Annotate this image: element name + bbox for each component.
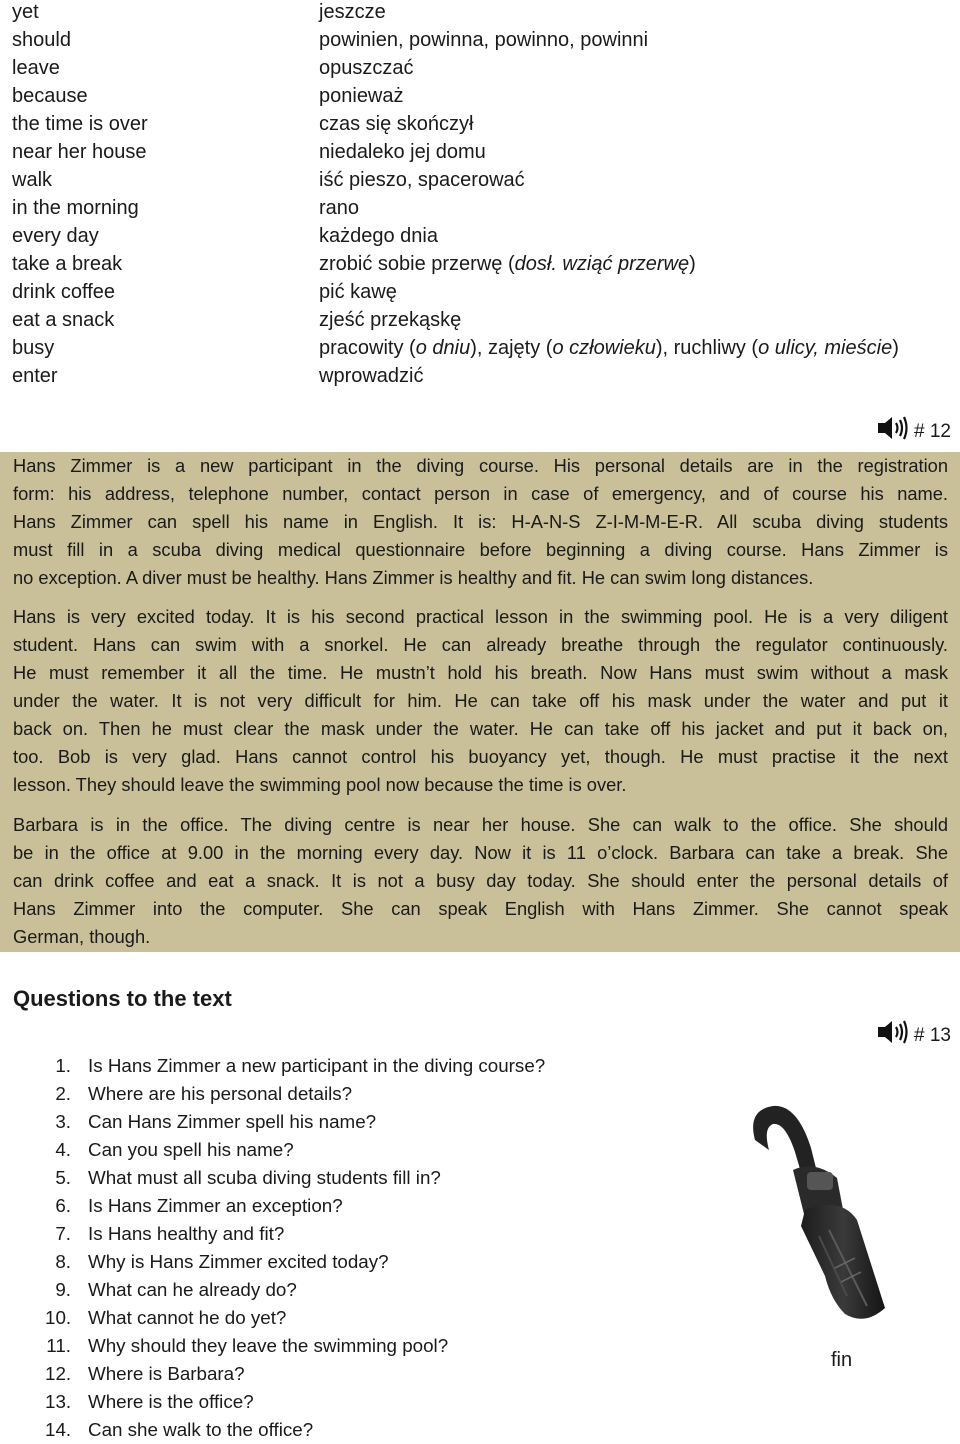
vocabulary-row bbox=[0, 364, 960, 392]
question-item bbox=[0, 1136, 700, 1164]
vocabulary-english: drink coffee bbox=[12, 281, 116, 303]
question-text: What must all scuba diving students fill in? bbox=[88, 1167, 441, 1188]
question-item bbox=[0, 1332, 700, 1360]
reading-line: Hans is very excited today. It is his second practical lesson in the swimming pool. He is a very diligent bbox=[13, 606, 948, 627]
vocabulary-polish: ponieważ bbox=[319, 85, 404, 107]
vocabulary-polish: rano bbox=[319, 197, 360, 219]
vocabulary-row bbox=[0, 112, 960, 140]
question-text: Can Hans Zimmer spell his name? bbox=[88, 1111, 377, 1132]
question-number: 6. bbox=[55, 1195, 71, 1216]
question-number: 13. bbox=[45, 1391, 72, 1412]
question-number: 7. bbox=[55, 1223, 71, 1244]
question-number: 14. bbox=[45, 1419, 72, 1440]
question-number: 1. bbox=[55, 1055, 71, 1076]
question-text: Can you spell his name? bbox=[88, 1139, 294, 1160]
vocabulary-polish: jeszcze bbox=[319, 1, 386, 23]
question-item bbox=[0, 1388, 700, 1416]
reading-line: Hans Zimmer into the computer. She can speak English with Hans Zimmer. She cannot speak bbox=[13, 898, 948, 919]
question-number: 5. bbox=[55, 1167, 71, 1188]
question-item bbox=[0, 1220, 700, 1248]
vocabulary-polish: każdego dnia bbox=[319, 225, 438, 247]
vocabulary-polish: zrobić sobie przerwę (dosł. wziąć przerwę) bbox=[319, 253, 696, 275]
vocabulary-english: busy bbox=[12, 337, 55, 359]
vocabulary-polish: powinien, powinna, powinno, powinni bbox=[319, 29, 649, 51]
question-item bbox=[0, 1192, 700, 1220]
question-item bbox=[0, 1108, 700, 1136]
reading-text bbox=[0, 452, 960, 952]
reading-line: German, though. bbox=[13, 926, 151, 947]
reading-line: under the water. It is not very difficult for him. He can take off his mask under the water and put it bbox=[13, 690, 948, 711]
audio-track-12[interactable] bbox=[876, 414, 951, 442]
reading-line: Hans Zimmer is a new participant in the diving course. His personal details are in the registration bbox=[13, 455, 948, 476]
reading-paragraph bbox=[13, 811, 948, 951]
reading-line: no exception. A diver must be healthy. Hans Zimmer is healthy and fit. He can swim long distances. bbox=[13, 567, 814, 588]
vocabulary-polish: czas się skończył bbox=[319, 113, 474, 135]
question-item bbox=[0, 1360, 700, 1388]
question-text: Is Hans Zimmer an exception? bbox=[88, 1195, 343, 1216]
vocabulary-english: because bbox=[12, 85, 88, 107]
reading-paragraph bbox=[13, 452, 948, 592]
question-text: What cannot he do yet? bbox=[88, 1307, 287, 1328]
vocabulary-english: every day bbox=[12, 225, 99, 247]
question-item bbox=[0, 1304, 700, 1332]
vocabulary-row bbox=[0, 280, 960, 308]
vocabulary-english: should bbox=[12, 29, 71, 51]
question-text: Is Hans Zimmer a new participant in the diving course? bbox=[88, 1055, 546, 1076]
vocabulary-row bbox=[0, 0, 960, 28]
vocabulary-polish: niedaleko jej domu bbox=[319, 141, 486, 163]
vocabulary-row bbox=[0, 56, 960, 84]
reading-line: form: his address, telephone number, contact person in case of emergency, and of course his name. bbox=[13, 483, 948, 504]
question-text: Why should they leave the swimming pool? bbox=[88, 1335, 449, 1356]
vocabulary-english: in the morning bbox=[12, 197, 139, 219]
vocabulary-english: leave bbox=[12, 57, 60, 79]
question-number: 9. bbox=[55, 1279, 71, 1300]
vocabulary-polish: iść pieszo, spacerować bbox=[319, 169, 525, 191]
question-text: Where are his personal details? bbox=[88, 1083, 353, 1104]
question-text: Is Hans healthy and fit? bbox=[88, 1223, 285, 1244]
vocabulary-english: yet bbox=[12, 1, 39, 23]
reading-line: student. Hans can swim with a snorkel. He can already breathe through the regulator continuously. bbox=[13, 634, 948, 655]
reading-line: can drink coffee and eat a snack. It is not a busy day today. She should enter the personal details of bbox=[13, 870, 948, 891]
vocabulary-english: eat a snack bbox=[12, 309, 115, 331]
question-text: Can she walk to the office? bbox=[88, 1419, 314, 1440]
vocabulary-row bbox=[0, 140, 960, 168]
vocabulary-english: the time is over bbox=[12, 113, 148, 135]
reading-line: too. Bob is very glad. Hans cannot control his buoyancy yet, though. He must practise it the next bbox=[13, 746, 948, 767]
vocabulary-row bbox=[0, 336, 960, 364]
vocabulary-row bbox=[0, 196, 960, 224]
question-item bbox=[0, 1080, 700, 1108]
audio-track-13[interactable] bbox=[876, 1018, 951, 1046]
question-item bbox=[0, 1276, 700, 1304]
question-item bbox=[0, 1052, 700, 1080]
reading-line: He must remember it all the time. He mustn’t hold his breath. Now Hans must swim without a mask bbox=[13, 662, 948, 683]
reading-line: lesson. They should leave the swimming pool now because the time is over. bbox=[13, 774, 627, 795]
vocabulary-english: take a break bbox=[12, 253, 123, 275]
question-text: Where is the office? bbox=[88, 1391, 254, 1412]
reading-line: Barbara is in the office. The diving centre is near her house. She can walk to the office. She should bbox=[13, 814, 948, 835]
speaker-icon bbox=[876, 1018, 910, 1046]
question-item bbox=[0, 1164, 700, 1192]
question-number: 11. bbox=[46, 1335, 71, 1356]
vocabulary-row bbox=[0, 252, 960, 280]
audio-track-number: # 13 bbox=[914, 1025, 951, 1046]
question-text: Why is Hans Zimmer excited today? bbox=[88, 1251, 389, 1272]
speaker-icon bbox=[876, 414, 910, 442]
reading-line: be in the office at 9.00 in the morning every day. Now it is 11 o’clock. Barbara can take a break. She bbox=[13, 842, 948, 863]
audio-track-number: # 12 bbox=[914, 421, 951, 442]
question-number: 4. bbox=[55, 1139, 71, 1160]
diving-fin-icon bbox=[745, 1100, 890, 1335]
vocabulary-polish: opuszczać bbox=[319, 57, 414, 79]
reading-paragraph bbox=[13, 603, 948, 799]
vocabulary-row bbox=[0, 224, 960, 252]
fin-label: fin bbox=[831, 1349, 853, 1371]
question-item bbox=[0, 1416, 700, 1444]
vocabulary-polish: pracowity (o dniu), zajęty (o człowieku), ruchliwy (o ulicy, mieście) bbox=[319, 337, 899, 359]
vocabulary-english: enter bbox=[12, 365, 58, 387]
vocabulary-row bbox=[0, 308, 960, 336]
vocabulary-polish: wprowadzić bbox=[319, 365, 424, 387]
vocabulary-polish: pić kawę bbox=[319, 281, 397, 303]
question-item bbox=[0, 1248, 700, 1276]
vocabulary-row bbox=[0, 28, 960, 56]
vocabulary-row bbox=[0, 84, 960, 112]
question-number: 3. bbox=[55, 1111, 71, 1132]
questions-title: Questions to the text bbox=[13, 986, 232, 1011]
vocabulary-english: near her house bbox=[12, 141, 147, 163]
reading-line: must fill in a scuba diving medical questionnaire before beginning a diving course. Hans Zimmer is bbox=[13, 539, 948, 560]
question-number: 8. bbox=[55, 1251, 71, 1272]
reading-line: back on. Then he must clear the mask under the water. He can take off his jacket and put it back on, bbox=[13, 718, 948, 739]
question-number: 12. bbox=[45, 1363, 72, 1384]
reading-line: Hans Zimmer can spell his name in English. It is: H-A-N-S Z-I-M-M-E-R. All scuba diving students bbox=[13, 511, 948, 532]
vocabulary-row bbox=[0, 168, 960, 196]
vocabulary-english: walk bbox=[12, 169, 53, 191]
question-number: 2. bbox=[55, 1083, 71, 1104]
question-text: Where is Barbara? bbox=[88, 1363, 245, 1384]
question-number: 10. bbox=[45, 1307, 72, 1328]
vocabulary-polish: zjeść przekąskę bbox=[319, 309, 462, 331]
question-text: What can he already do? bbox=[88, 1279, 297, 1300]
